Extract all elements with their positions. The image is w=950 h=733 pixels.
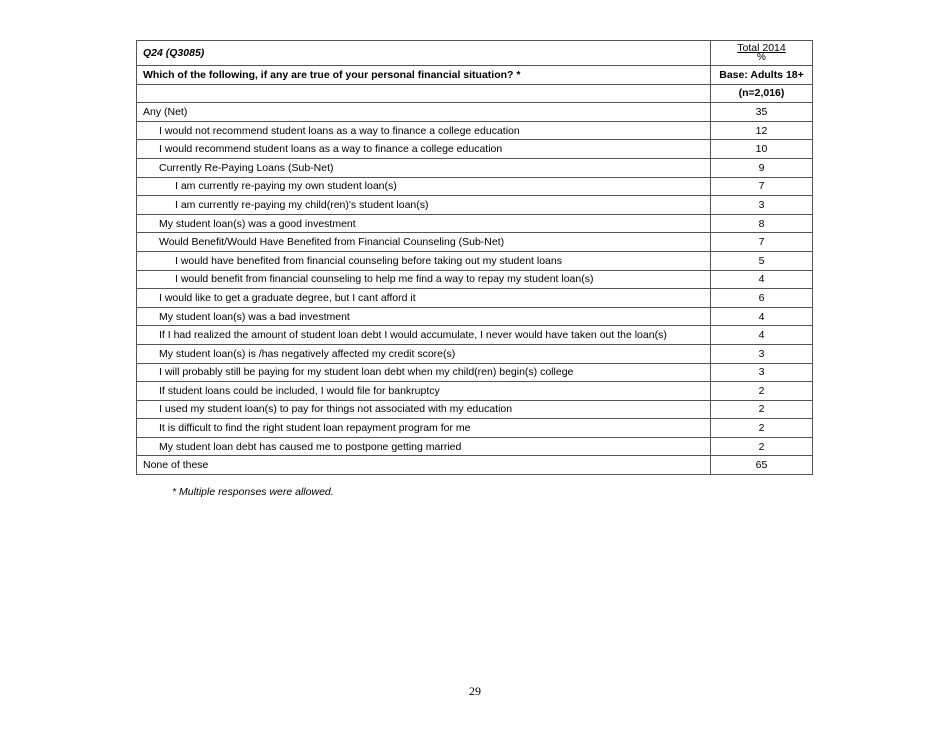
row-label: I would recommend student loans as a way to finance a college education: [137, 140, 711, 159]
table-row: [137, 363, 813, 382]
row-label: My student loan(s) is /has negatively affected my credit score(s): [137, 344, 711, 363]
row-value: 9: [711, 158, 813, 177]
row-label: I would have benefited from financial counseling before taking out my student loans: [137, 251, 711, 270]
row-label: My student loan(s) was a good investment: [137, 214, 711, 233]
row-label: Would Benefit/Would Have Benefited from Financial Counseling (Sub-Net): [137, 233, 711, 252]
table-row: [137, 456, 813, 475]
table-row: [137, 307, 813, 326]
row-value: 6: [711, 289, 813, 308]
row-value: 3: [711, 196, 813, 215]
table-row: [137, 400, 813, 419]
row-label: I am currently re-paying my child(ren)'s student loan(s): [137, 196, 711, 215]
row-label: I would like to get a graduate degree, but I cant afford it: [137, 289, 711, 308]
column-header-cell: [711, 41, 813, 66]
row-label: My student loan debt has caused me to postpone getting married: [137, 437, 711, 456]
row-label: Currently Re-Paying Loans (Sub-Net): [137, 158, 711, 177]
column-unit: %: [757, 52, 766, 64]
base-label: Base: Adults 18+: [719, 68, 804, 81]
row-label: None of these: [137, 456, 711, 475]
table-row: [137, 251, 813, 270]
row-value: 4: [711, 270, 813, 289]
sample-size-row: [137, 84, 813, 103]
row-value: 2: [711, 419, 813, 438]
row-value: 8: [711, 214, 813, 233]
table-row: [137, 140, 813, 159]
row-label: I used my student loan(s) to pay for things not associated with my education: [137, 400, 711, 419]
sample-size: (n=2,016): [738, 87, 785, 100]
question-id-cell: [137, 41, 711, 66]
row-value: 3: [711, 344, 813, 363]
survey-table: [136, 40, 813, 475]
question-id: Q24 (Q3085): [143, 47, 205, 59]
row-value: 12: [711, 121, 813, 140]
row-value: 7: [711, 233, 813, 252]
table-row: [137, 233, 813, 252]
table-row: [137, 289, 813, 308]
table-row: [137, 326, 813, 345]
row-value: 2: [711, 437, 813, 456]
table-row: [137, 196, 813, 215]
row-label: I would not recommend student loans as a way to finance a college education: [137, 121, 711, 140]
table-row: [137, 419, 813, 438]
question-row: [137, 66, 813, 85]
row-value: 3: [711, 363, 813, 382]
row-label: I am currently re-paying my own student loan(s): [137, 177, 711, 196]
row-value: 65: [711, 456, 813, 475]
table-row: [137, 103, 813, 122]
row-label: Any (Net): [137, 103, 711, 122]
row-value: 2: [711, 400, 813, 419]
row-value: 10: [711, 140, 813, 159]
row-value: 4: [711, 326, 813, 345]
row-value: 2: [711, 382, 813, 401]
table-row: [137, 344, 813, 363]
table-row: [137, 382, 813, 401]
row-label: I would benefit from financial counseling to help me find a way to repay my student loan(s): [137, 270, 711, 289]
row-value: 4: [711, 307, 813, 326]
row-label: My student loan(s) was a bad investment: [137, 307, 711, 326]
row-value: 5: [711, 251, 813, 270]
row-label: I will probably still be paying for my student loan debt when my child(ren) begin(s) college: [137, 363, 711, 382]
table-row: [137, 158, 813, 177]
footnote: * Multiple responses were allowed.: [172, 486, 334, 498]
table-row: [137, 214, 813, 233]
row-value: 35: [711, 103, 813, 122]
table-row: [137, 270, 813, 289]
question-text: Which of the following, if any are true of your personal financial situation? *: [143, 68, 521, 81]
column-header: Total 2014: [737, 41, 786, 54]
table-header-row: [137, 41, 813, 66]
row-label: It is difficult to find the right student loan repayment program for me: [137, 419, 711, 438]
table-row: [137, 177, 813, 196]
table-row: [137, 121, 813, 140]
row-label: If student loans could be included, I would file for bankruptcy: [137, 382, 711, 401]
row-label: If I had realized the amount of student loan debt I would accumulate, I never would have taken out the loan(s): [137, 326, 711, 345]
row-value: 7: [711, 177, 813, 196]
page-number: 29: [469, 684, 481, 698]
table-row: [137, 437, 813, 456]
